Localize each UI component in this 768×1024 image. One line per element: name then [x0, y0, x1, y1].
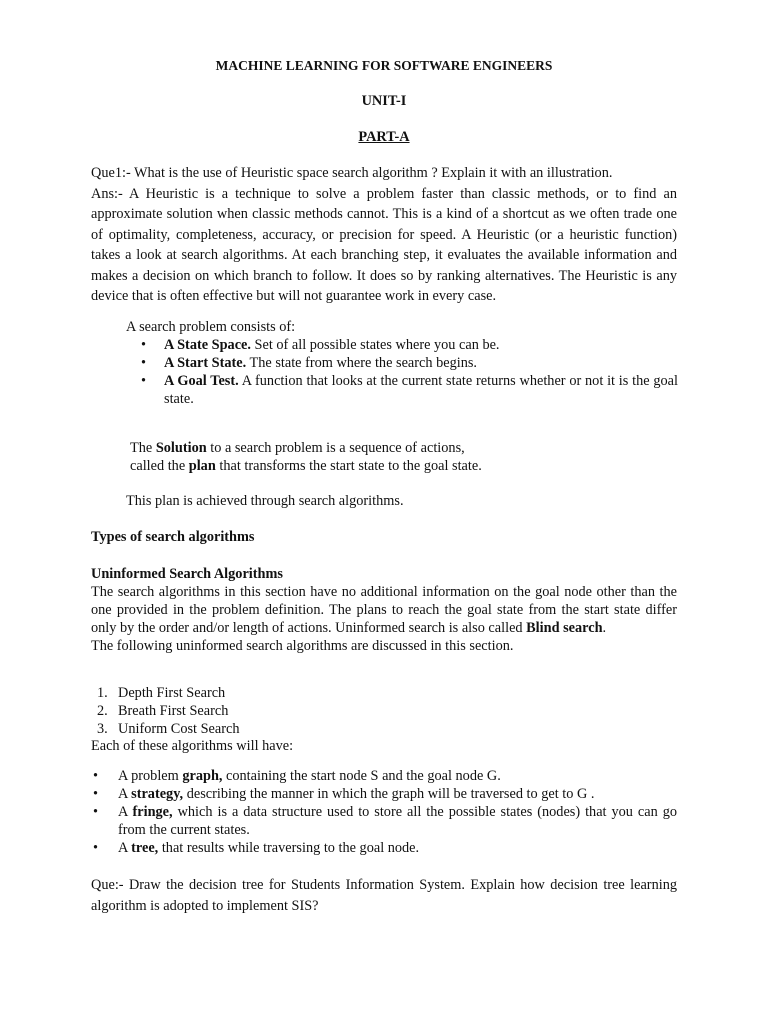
term: A Goal Test. [164, 373, 239, 389]
each-line: Each of these algorithms will have: [91, 738, 294, 754]
list-item [118, 803, 677, 839]
definition: Set of all possible states where you can be. [250, 337, 500, 353]
search-problem-intro: A search problem consists of: [126, 319, 296, 335]
bold-term: fringe, [132, 804, 173, 820]
text-run: containing the start node S and the goal node G. [222, 768, 501, 784]
list-item [118, 785, 677, 803]
definition: A function that looks at the current state returns whether or not it is the goal state. [164, 373, 678, 407]
bold-term: Blind search [526, 620, 603, 636]
text-run: describing the manner in which the graph will be traversed to get to G . [183, 786, 595, 802]
solution-paragraph [130, 440, 500, 476]
text-run: that results while traversing to the goal node. [158, 840, 420, 856]
text-run: A problem [118, 768, 183, 784]
answer-1-text: Ans:- A Heuristic is a technique to solve a problem faster than classic methods, or to find an approximate solution when classic methods cannot. This is a kind of a shortcut as we often trade one of optimality, completeness, accuracy, or precision for speed. A Heuristic (or a heuristic function) takes a look at search algorithms. At each branching step, it evaluates the available information and makes a decision on which branch to follow. It does so by ranking alternatives. The Heuristic is any device that is often effective but will not guarantee work in every case. [91, 185, 677, 304]
features-section [91, 767, 677, 857]
features-list [91, 767, 677, 857]
types-heading: Types of search algorithms [91, 529, 255, 545]
uninformed-paragraph-2: The following uninformed search algorithms are discussed in this section. [91, 638, 514, 654]
list-item [164, 336, 678, 354]
bold-term: Solution [155, 440, 207, 456]
text-run: A [118, 786, 132, 802]
algorithm-name: Depth First Search [118, 685, 226, 701]
question-1-text: Que1:- What is the use of Heuristic space search algorithm ? Explain it with an illustration. [91, 165, 613, 181]
uninformed-heading: Uninformed Search Algorithms [91, 566, 283, 582]
algorithm-name: Uniform Cost Search [118, 720, 240, 737]
list-item [118, 839, 677, 857]
list-number: 1. [97, 685, 108, 701]
text-run: to a search problem is a sequence of actions, called the [130, 440, 465, 474]
bold-term: plan [188, 457, 216, 474]
text-run: A [118, 804, 133, 820]
search-problem-section [126, 318, 678, 408]
algorithm-list [91, 685, 240, 738]
list-item [164, 354, 678, 372]
text-run: which is a data structure used to store all the possible states (nodes) that you can go from the current states. [118, 804, 677, 838]
document-title: MACHINE LEARNING FOR SOFTWARE ENGINEERS [215, 58, 553, 73]
question-1-block [91, 163, 677, 307]
uninformed-section [91, 565, 677, 655]
list-item [91, 703, 240, 721]
algorithm-name: Breath First Search [118, 702, 229, 719]
list-item [91, 685, 240, 703]
text-run: that transforms the start state to the goal state. [215, 457, 482, 474]
list-item [91, 721, 240, 739]
bold-term: strategy, [131, 786, 184, 802]
list-item [118, 767, 677, 785]
term: A State Space. [164, 337, 251, 353]
list-number: 3. [97, 720, 108, 737]
list-number: 2. [97, 702, 108, 719]
definition: The state from where the search begins. [246, 355, 477, 371]
bold-term: graph, [182, 768, 223, 784]
list-item [164, 372, 678, 408]
uninformed-paragraph [91, 583, 677, 637]
search-problem-list [126, 336, 678, 408]
text-run: The search algorithms in this section have no additional information on the goal node other than the one provided in the problem definition. The plans to reach the goal state from the start state differ only by the order and/or length of actions. Uninformed search is also called [91, 584, 677, 636]
term: A Start State. [164, 355, 247, 371]
part-heading: PART-A [358, 129, 410, 145]
text-run: A [118, 840, 132, 856]
solution-note: This plan is achieved through search algorithms. [126, 493, 404, 509]
question-2-text: Que:- Draw the decision tree for Students Information System. Explain how decision tree learning algorithm is adopted to implement SIS? [91, 877, 677, 914]
text-run: The [130, 440, 156, 456]
bold-term: tree, [131, 840, 159, 856]
unit-heading: UNIT-I [361, 93, 407, 109]
text-run: . [602, 620, 607, 636]
